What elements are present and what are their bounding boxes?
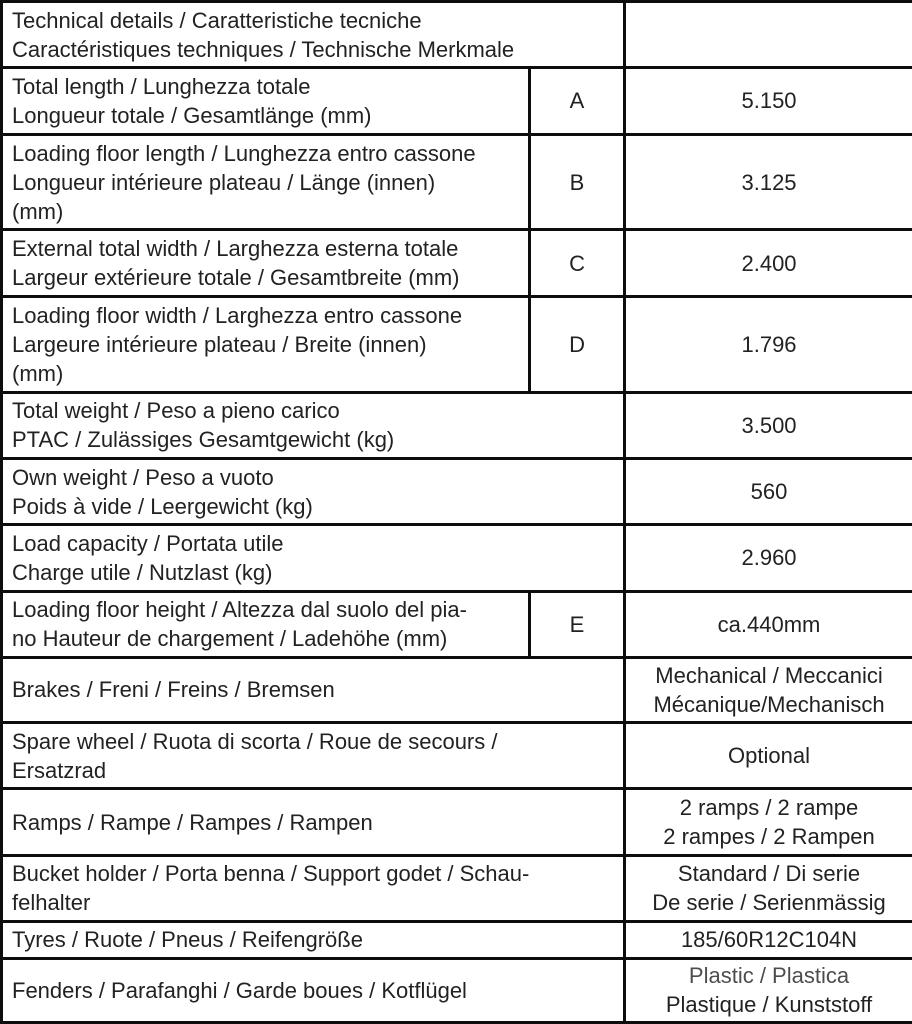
spec-row-loading-floor-length — [2, 134, 912, 230]
spec-value: 5.150 — [625, 68, 912, 134]
spec-label-line: Load capacity / Portata utile — [12, 530, 284, 556]
spec-label-line: Own weight / Peso a vuoto — [12, 464, 274, 490]
spec-value: Optional — [625, 723, 912, 789]
dimension-letter: B — [530, 134, 625, 230]
spec-label-line: Longueur intérieure plateau / Länge (innen) — [12, 169, 436, 195]
spec-row-total-weight — [2, 392, 912, 458]
spec-value-line: 2 rampes / 2 Rampen — [663, 824, 875, 850]
spec-value — [625, 657, 912, 722]
spec-row-bucket-holder — [2, 855, 912, 921]
spec-value-line: De serie / Serienmässig — [652, 890, 886, 916]
spec-value: 2.400 — [625, 230, 912, 296]
dimension-letter: A — [530, 68, 625, 134]
spec-row-external-total-width — [2, 230, 912, 296]
spec-label-line: Loading floor height / Altezza dal suolo del pia- — [12, 597, 467, 623]
spec-row-fenders — [2, 958, 912, 1022]
dimension-letter: D — [530, 296, 625, 392]
spec-label-line: Largeure intérieure plateau / Breite (innen) — [12, 331, 427, 357]
spec-value-line: 2 ramps / 2 rampe — [679, 795, 859, 821]
spec-value — [625, 958, 912, 1022]
header-row — [2, 2, 912, 68]
spec-label — [2, 958, 625, 1022]
spec-label — [2, 525, 625, 591]
spec-row-spare-wheel — [2, 723, 912, 789]
spec-label-line: Charge utile / Nutzlast (kg) — [12, 559, 273, 585]
spec-label-line: Largeur extérieure totale / Gesamtbreite (mm) — [12, 265, 460, 291]
spec-row-brakes — [2, 657, 912, 722]
spec-label-line: External total width / Larghezza esterna totale — [12, 236, 459, 262]
spec-label-line: Poids à vide / Leergewicht (kg) — [12, 493, 313, 519]
spec-value-line: Plastic / Plastica — [688, 963, 850, 989]
spec-label-line: Total length / Lunghezza totale — [12, 73, 311, 99]
spec-label-line: Longueur totale / Gesamtlänge (mm) — [12, 102, 372, 128]
spec-value-line: Mécanique/Mechanisch — [653, 691, 885, 717]
spec-label — [2, 921, 625, 958]
spec-value: 3.500 — [625, 392, 912, 458]
spec-row-tyres — [2, 921, 912, 958]
spec-label — [2, 657, 625, 722]
spec-row-total-length — [2, 68, 912, 134]
spec-label-line: Bucket holder / Porta benna / Support godet / Schau- — [12, 861, 530, 887]
spec-value — [625, 789, 912, 855]
spec-label-line: Spare wheel / Ruota di scorta / Roue de secours / — [12, 728, 498, 754]
spec-label-line: (mm) — [12, 360, 64, 386]
spec-label — [2, 591, 530, 657]
spec-value-line: Plastique / Kunststoff — [665, 992, 873, 1018]
table-title — [2, 2, 625, 68]
spec-value: 3.125 — [625, 134, 912, 230]
spec-label-line: Fenders / Parafanghi / Garde boues / Kotflügel — [12, 977, 467, 1003]
spec-label — [2, 458, 625, 524]
spec-value: 2.960 — [625, 525, 912, 591]
spec-label-line: Ramps / Rampe / Rampes / Rampen — [12, 809, 373, 835]
spec-label-line: Loading floor width / Larghezza entro cassone — [12, 302, 463, 328]
spec-value: ca.440mm — [625, 591, 912, 657]
spec-label-line: (mm) — [12, 198, 64, 224]
table-title-line-2: Caractéristiques techniques / Technische Merkmale — [12, 36, 515, 62]
spec-value: 1.796 — [625, 296, 912, 392]
spec-value — [625, 855, 912, 921]
spec-row-ramps — [2, 789, 912, 855]
spec-label-line: PTAC / Zulässiges Gesamtgewicht (kg) — [12, 427, 395, 453]
spec-label — [2, 723, 625, 789]
spec-label-line: Brakes / Freni / Freins / Bremsen — [12, 677, 335, 703]
dimension-letter: C — [530, 230, 625, 296]
spec-label — [2, 230, 530, 296]
spec-value-line: Standard / Di serie — [677, 861, 861, 887]
spec-label — [2, 296, 530, 392]
spec-row-loading-floor-height — [2, 591, 912, 657]
spec-label — [2, 392, 625, 458]
spec-label-line: felhalter — [12, 890, 91, 916]
spec-label — [2, 855, 625, 921]
spec-label-line: Loading floor length / Lunghezza entro cassone — [12, 140, 476, 166]
spec-label — [2, 789, 625, 855]
spec-value: 185/60R12C104N — [625, 921, 912, 958]
spec-row-load-capacity — [2, 525, 912, 591]
spec-label — [2, 134, 530, 230]
spec-label-line: Ersatzrad — [12, 757, 107, 783]
spec-row-loading-floor-width — [2, 296, 912, 392]
spec-label — [2, 68, 530, 134]
dimension-letter: E — [530, 591, 625, 657]
spec-label-line: Tyres / Ruote / Pneus / Reifengröße — [12, 927, 363, 953]
spec-value-line: Mechanical / Meccanici — [655, 662, 883, 688]
spec-value: 560 — [625, 458, 912, 524]
table-title-line-1: Technical details / Caratteristiche tecniche — [12, 7, 422, 33]
spec-label-line: Total weight / Peso a pieno carico — [12, 398, 340, 424]
spec-row-own-weight — [2, 458, 912, 524]
header-empty-cell — [625, 2, 912, 68]
spec-label-line: no Hauteur de chargement / Ladehöhe (mm) — [12, 626, 448, 652]
